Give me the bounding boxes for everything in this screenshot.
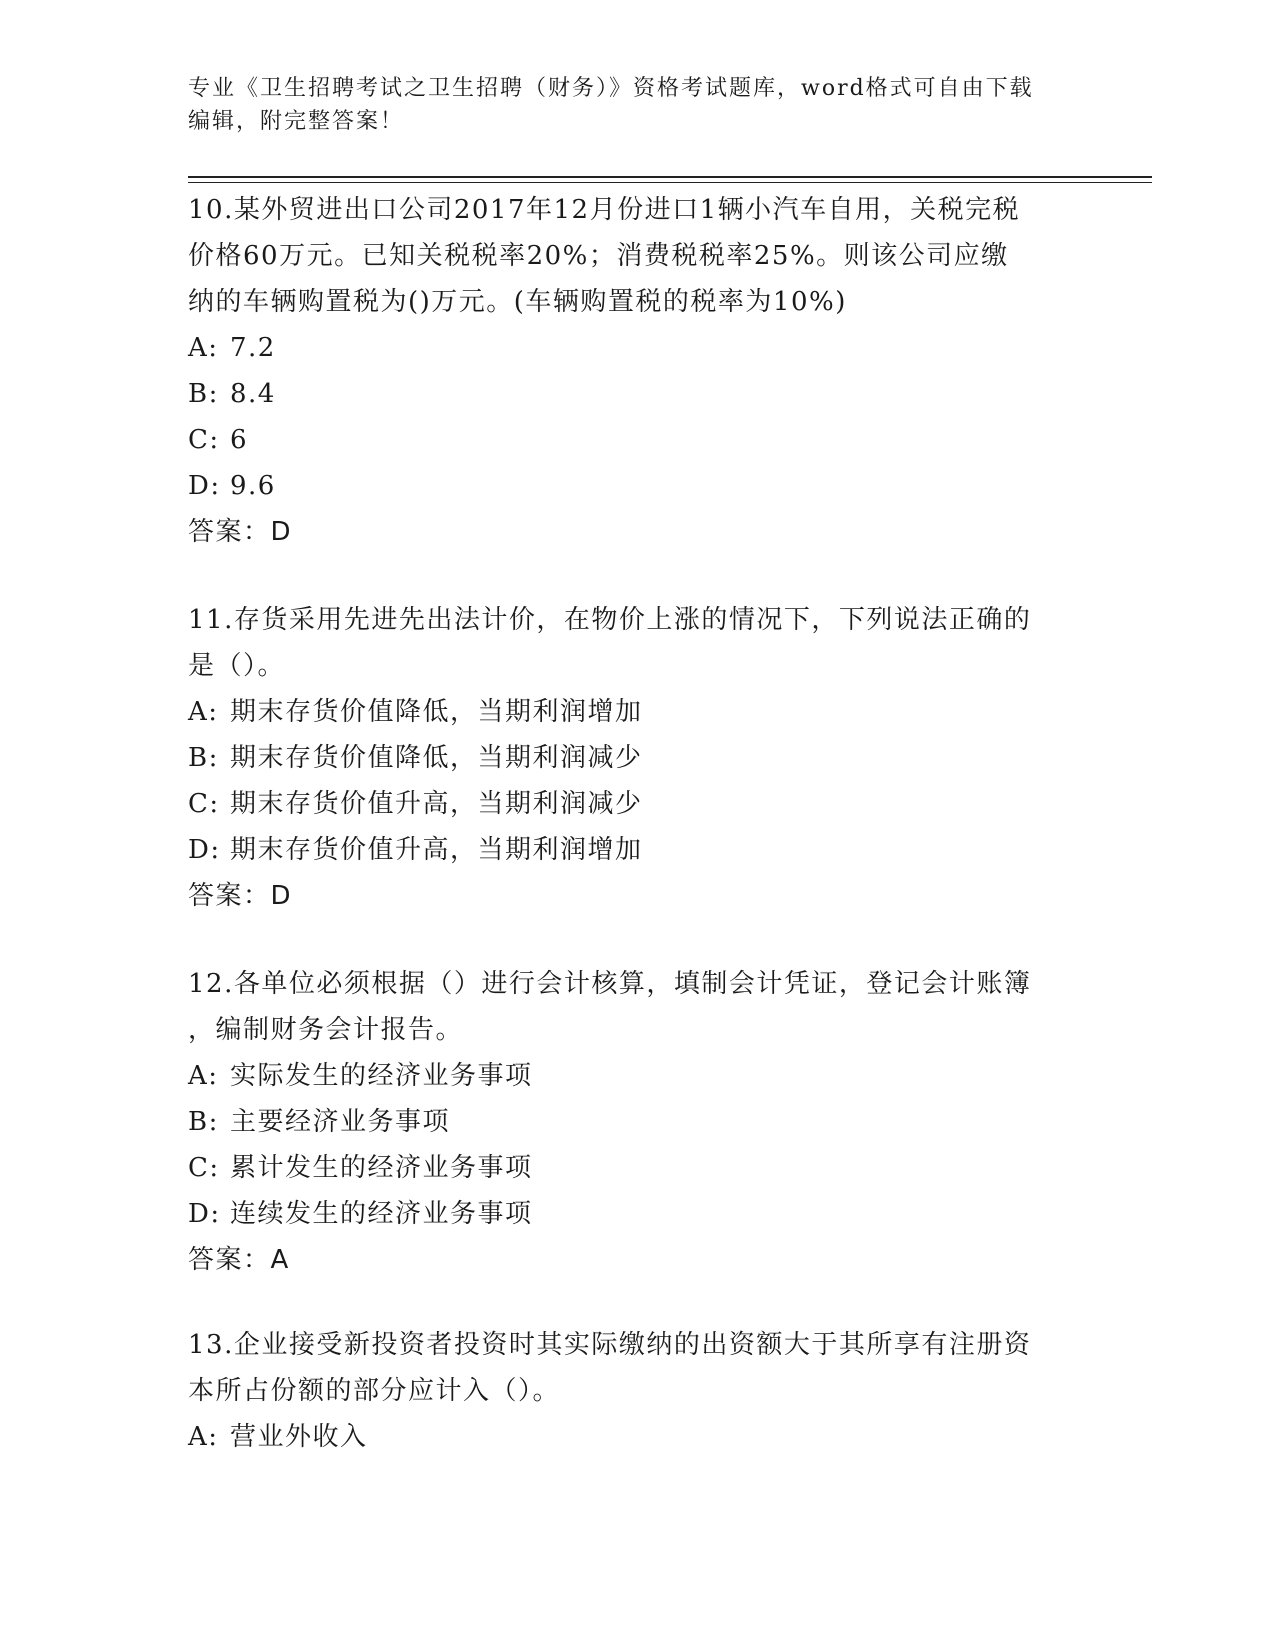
answer-line: 答案：D bbox=[188, 881, 293, 911]
option-text: 累计发生的经济业务事项 bbox=[230, 1153, 533, 1183]
option-letter: B: bbox=[188, 1107, 219, 1137]
option-letter: C: bbox=[188, 789, 220, 819]
question-stem-line: 12.各单位必须根据（）进行会计核算，填制会计凭证，登记会计账簿 bbox=[188, 969, 1032, 999]
question-stem-line: 是（）。 bbox=[188, 651, 286, 681]
option-text: 9.6 bbox=[230, 471, 276, 501]
option-b bbox=[188, 371, 1088, 417]
option-text: 主要经济业务事项 bbox=[230, 1107, 451, 1137]
header-line-1: 专业《卫生招聘考试之卫生招聘（财务）》资格考试题库，word格式可自由下载 bbox=[188, 76, 1034, 101]
option-a bbox=[188, 1414, 1088, 1460]
option-letter: C: bbox=[188, 1153, 220, 1183]
option-text: 8.4 bbox=[230, 379, 276, 409]
document-header bbox=[188, 72, 1088, 138]
option-text: 6 bbox=[230, 425, 249, 455]
question-stem-line: 10.某外贸进出口公司2017年12月份进口1辆小汽车自用，关税完税 bbox=[188, 195, 1021, 225]
option-letter: D: bbox=[188, 471, 221, 501]
question-stem-line: 价格60万元。已知关税税率20%；消费税税率25%。则该公司应缴 bbox=[188, 241, 1009, 271]
question-stem-line: 11.存货采用先进先出法计价，在物价上涨的情况下，下列说法正确的 bbox=[188, 605, 1032, 635]
option-text: 期末存货价值升高，当期利润增加 bbox=[230, 835, 643, 865]
option-letter: A: bbox=[188, 697, 219, 727]
question-12 bbox=[188, 961, 1088, 1283]
question-stem-line: ，编制财务会计报告。 bbox=[188, 1015, 464, 1045]
option-letter: A: bbox=[188, 333, 219, 363]
option-letter: D: bbox=[188, 835, 221, 865]
option-a bbox=[188, 689, 1088, 735]
option-d bbox=[188, 827, 1088, 873]
option-text: 连续发生的经济业务事项 bbox=[230, 1199, 533, 1229]
option-letter: C: bbox=[188, 425, 220, 455]
option-b bbox=[188, 1099, 1088, 1145]
option-letter: A: bbox=[188, 1061, 219, 1091]
question-stem-line: 本所占份额的部分应计入（）。 bbox=[188, 1376, 561, 1406]
option-letter: B: bbox=[188, 743, 219, 773]
option-letter: B: bbox=[188, 379, 219, 409]
option-c bbox=[188, 1145, 1088, 1191]
option-b bbox=[188, 735, 1088, 781]
option-letter: A: bbox=[188, 1422, 219, 1452]
option-text: 期末存货价值降低，当期利润减少 bbox=[230, 743, 643, 773]
question-13 bbox=[188, 1322, 1088, 1460]
option-text: 期末存货价值降低，当期利润增加 bbox=[230, 697, 643, 727]
header-divider-thin bbox=[188, 182, 1152, 183]
option-a bbox=[188, 325, 1088, 371]
option-text: 实际发生的经济业务事项 bbox=[230, 1061, 533, 1091]
question-stem-line: 纳的车辆购置税为()万元。(车辆购置税的税率为10%) bbox=[188, 287, 847, 317]
option-letter: D: bbox=[188, 1199, 221, 1229]
question-stem-line: 13.企业接受新投资者投资时其实际缴纳的出资额大于其所享有注册资 bbox=[188, 1330, 1032, 1360]
option-c bbox=[188, 781, 1088, 827]
header-line-2: 编辑，附完整答案！ bbox=[188, 109, 405, 134]
option-text: 营业外收入 bbox=[230, 1422, 368, 1452]
option-d bbox=[188, 1191, 1088, 1237]
option-c bbox=[188, 417, 1088, 463]
answer-line: 答案：D bbox=[188, 517, 293, 547]
question-11 bbox=[188, 597, 1088, 919]
answer-line: 答案：A bbox=[188, 1245, 290, 1275]
option-text: 7.2 bbox=[230, 333, 276, 363]
option-text: 期末存货价值升高，当期利润减少 bbox=[230, 789, 643, 819]
header-divider-thick bbox=[188, 176, 1152, 178]
option-a bbox=[188, 1053, 1088, 1099]
question-10 bbox=[188, 187, 1088, 555]
option-d bbox=[188, 463, 1088, 509]
